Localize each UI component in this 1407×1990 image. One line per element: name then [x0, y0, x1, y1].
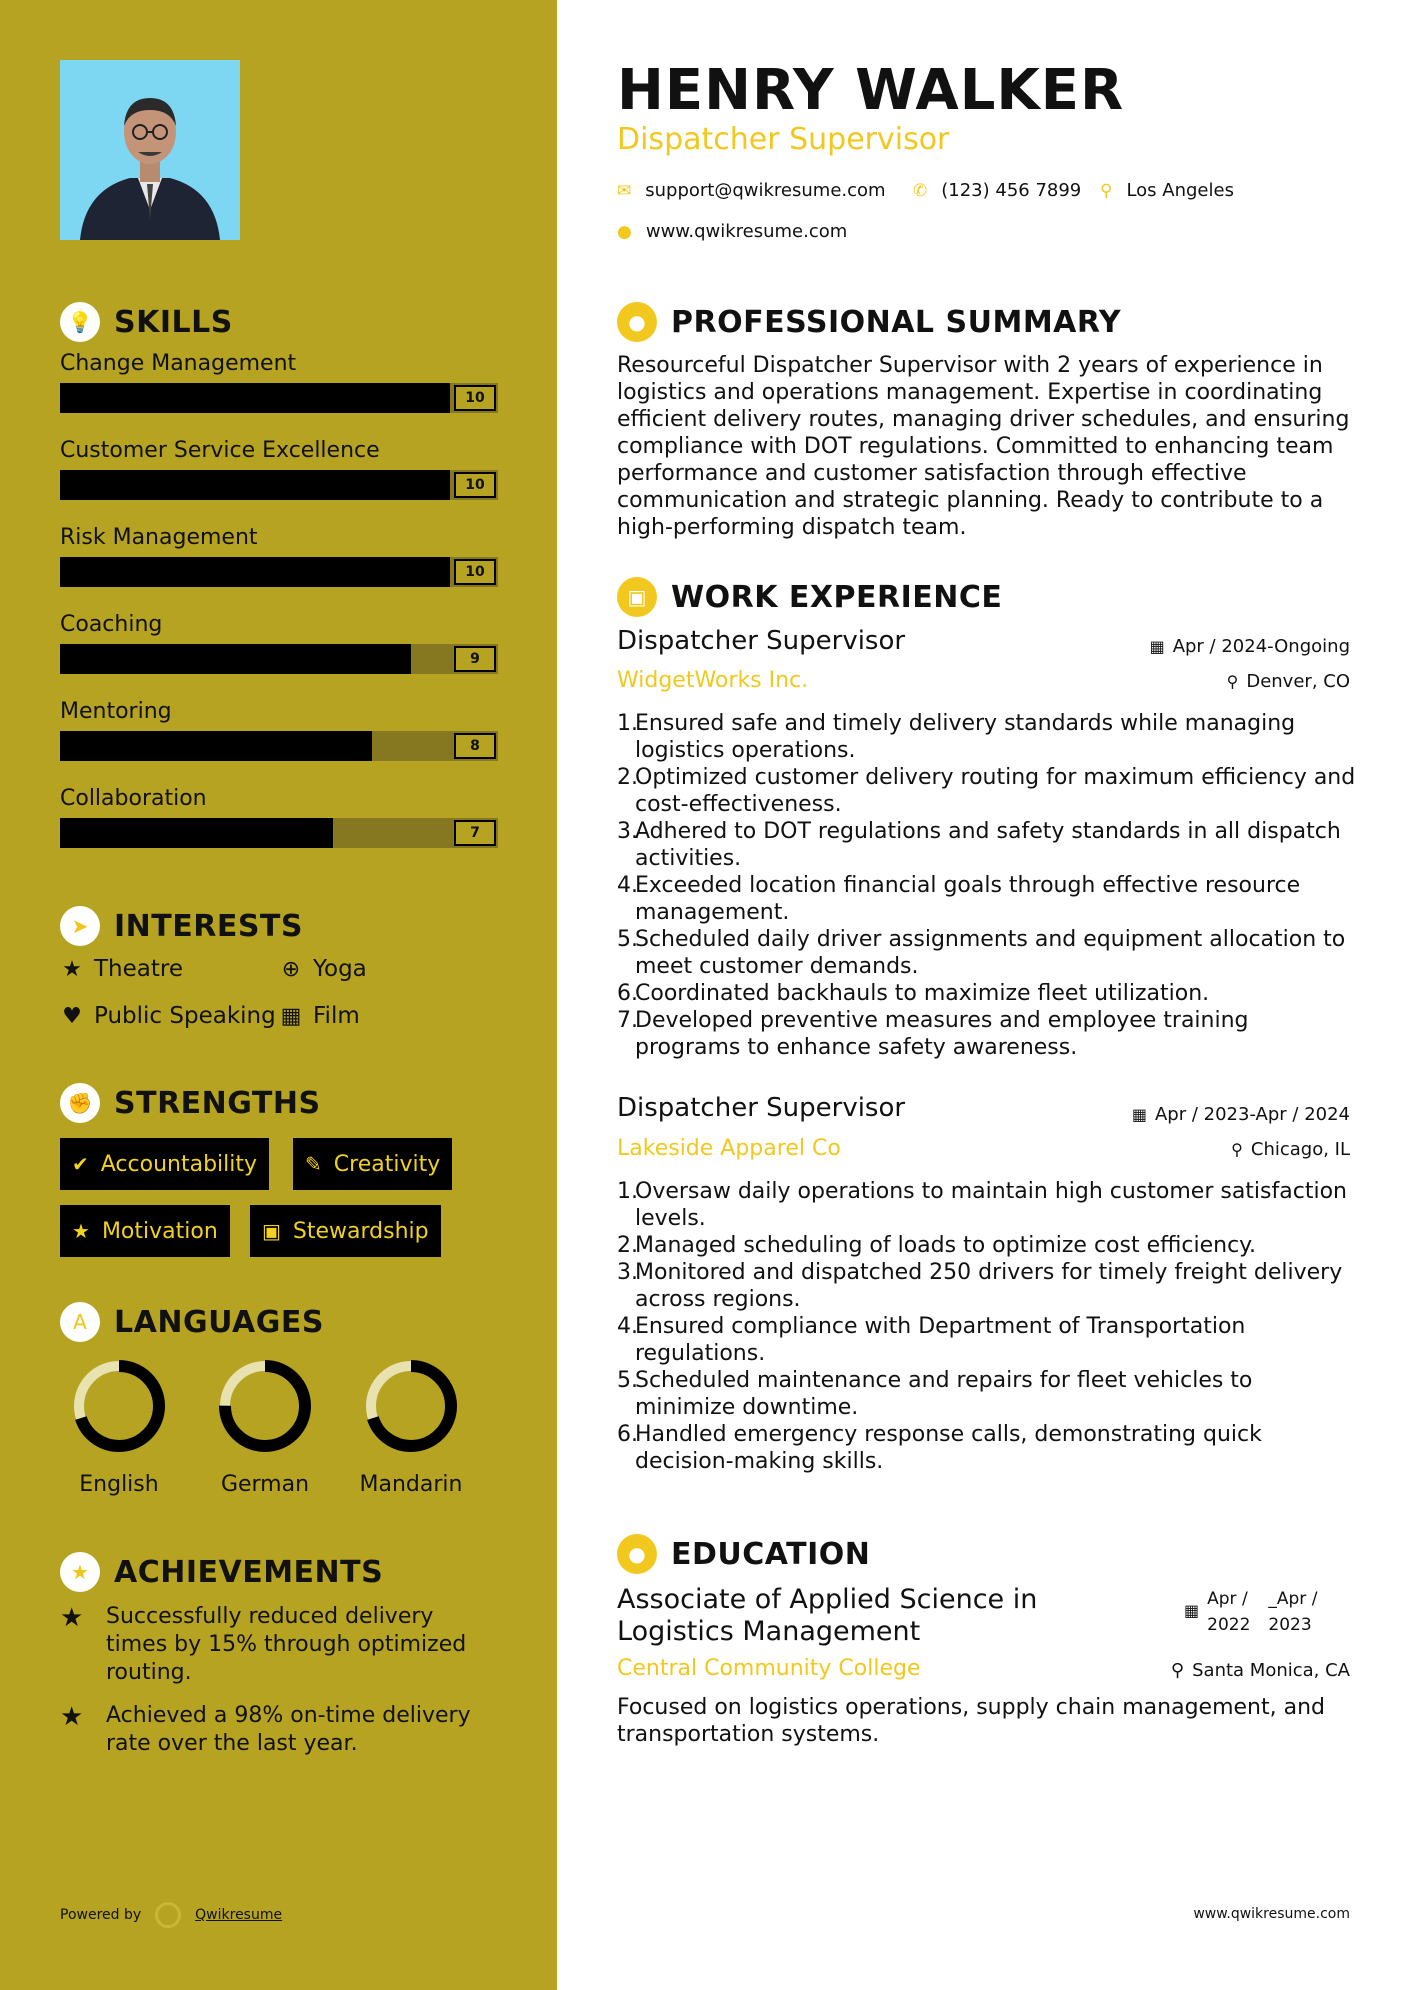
- fist-icon: ✊: [60, 1083, 100, 1123]
- job-location-text: Denver, CO: [1246, 671, 1350, 692]
- skill-bar: [60, 470, 498, 500]
- interest-label: Theatre: [94, 956, 183, 982]
- education-location: [1171, 1660, 1350, 1681]
- skill-label: Coaching: [60, 612, 163, 637]
- language-label: German: [220, 1472, 310, 1497]
- interest-label: Yoga: [313, 956, 367, 982]
- pin-icon: ⚲: [1226, 672, 1239, 691]
- skill-item: [60, 436, 498, 500]
- skill-item: [60, 349, 498, 413]
- edu-end-year: 2023: [1268, 1615, 1312, 1635]
- lightbulb-icon: 💡: [60, 302, 100, 342]
- qwikresume-logo-icon: [155, 1902, 181, 1928]
- skill-level: 7: [454, 820, 496, 846]
- list-item: 1. Ensured safe and timely delivery standards while managing logistics operations.: [617, 710, 1357, 764]
- contact-email[interactable]: [617, 180, 886, 201]
- strength-label: Creativity: [333, 1151, 441, 1177]
- translate-icon: A: [60, 1302, 100, 1342]
- skill-level: 9: [454, 646, 496, 672]
- skill-bar: [60, 383, 498, 413]
- list-item: 1. Oversaw daily operations to maintain high customer satisfaction levels.: [617, 1178, 1357, 1232]
- interest-item: [60, 956, 183, 982]
- list-item: 6. Coordinated backhauls to maximize fleet utilization.: [617, 981, 1210, 1006]
- list-item: 2. Managed scheduling of loads to optimize cost efficiency.: [617, 1233, 1257, 1258]
- lifebuoy-icon: ⊕: [281, 956, 301, 982]
- phone-icon: ✆: [913, 180, 928, 201]
- skills-heading: [60, 302, 233, 342]
- pin-icon: ⚲: [1231, 1140, 1243, 1159]
- language-item: [59, 1358, 179, 1497]
- contact-location: [1100, 180, 1234, 201]
- list-item: 3. Adhered to DOT regulations and safety standards in all dispatch activities.: [617, 818, 1357, 872]
- map-pin-icon: ⚲: [1100, 180, 1113, 201]
- calendar-icon: ▦: [1131, 1105, 1147, 1124]
- skill-fill: [60, 644, 411, 674]
- skill-label: Risk Management: [60, 525, 258, 550]
- languages-title: LANGUAGES: [114, 1304, 324, 1340]
- job-company: WidgetWorks Inc.: [617, 668, 809, 693]
- skill-fill: [60, 731, 372, 761]
- achievements-heading: [60, 1552, 383, 1592]
- skill-level: 8: [454, 733, 496, 759]
- bullet-text: Scheduled daily driver assignments and equipment allocation to meet customer demands.: [635, 927, 1346, 979]
- interest-item: [60, 1003, 276, 1029]
- star-icon: ★: [72, 1219, 90, 1243]
- skill-fill: [60, 818, 333, 848]
- film-icon: ▦: [280, 1003, 302, 1029]
- strength-chip: [60, 1138, 269, 1190]
- location-text: Los Angeles: [1126, 180, 1234, 201]
- skills-title: SKILLS: [114, 304, 233, 340]
- job-location-text: Chicago, IL: [1250, 1139, 1350, 1160]
- strength-chip: [250, 1205, 441, 1257]
- job-date-text: Apr / 2023-Apr / 2024: [1154, 1104, 1350, 1125]
- education-school: Central Community College: [617, 1656, 921, 1681]
- check-circle-icon: ✔: [72, 1152, 89, 1176]
- website-text: www.qwikresume.com: [645, 221, 848, 242]
- candidate-name: HENRY WALKER: [617, 58, 1125, 123]
- footer-url[interactable]: www.qwikresume.com: [1193, 1906, 1350, 1922]
- heartbeat-icon: ♥: [62, 1003, 82, 1029]
- shooting-star-icon: ★: [60, 1702, 84, 1732]
- list-item: 4. Ensured compliance with Department of Transportation regulations.: [617, 1313, 1357, 1367]
- briefcase-icon: ▣: [262, 1219, 281, 1243]
- strength-label: Stewardship: [292, 1218, 429, 1244]
- interests-title: INTERESTS: [114, 908, 303, 944]
- skill-label: Mentoring: [60, 699, 172, 724]
- user-icon: ●: [617, 302, 657, 342]
- candidate-role: Dispatcher Supervisor: [617, 122, 950, 157]
- education-degree: Associate of Applied Science in Logistics Management: [617, 1584, 1038, 1647]
- bullet-text: Ensured safe and timely delivery standards while managing logistics operations.: [635, 711, 1296, 763]
- job-title: Dispatcher Supervisor: [617, 626, 906, 656]
- skill-bar: [60, 818, 498, 848]
- star-icon: ★: [62, 956, 82, 982]
- language-label: Mandarin: [359, 1472, 463, 1497]
- paint-brush-icon: ✎: [305, 1152, 322, 1176]
- skill-bar: [60, 557, 498, 587]
- education-heading: [617, 1534, 870, 1574]
- email-text: support@qwikresume.com: [645, 180, 886, 201]
- list-item: 3. Monitored and dispatched 250 drivers for timely freight delivery across regions.: [617, 1259, 1357, 1313]
- bullet-text: Developed preventive measures and employee training programs to enhance safety awareness.: [635, 1008, 1249, 1060]
- bullet-text: Optimized customer delivery routing for maximum efficiency and cost-effectiveness.: [635, 765, 1356, 817]
- strength-chip: [293, 1138, 452, 1190]
- sidebar: [0, 0, 557, 1990]
- paper-plane-icon: ➤: [60, 906, 100, 946]
- skill-fill: [60, 470, 450, 500]
- calendar-icon: ▦: [1184, 1601, 1200, 1620]
- education-date: [1184, 1586, 1317, 1638]
- profile-photo: [60, 60, 240, 240]
- envelope-icon: ✉: [617, 180, 632, 201]
- skill-level: 10: [454, 472, 496, 498]
- bullet-text: Coordinated backhauls to maximize fleet utilization.: [635, 981, 1210, 1006]
- job-company: Lakeside Apparel Co: [617, 1136, 841, 1161]
- briefcase-icon: ▣: [617, 577, 657, 617]
- bullet-text: Oversaw daily operations to maintain high customer satisfaction levels.: [635, 1179, 1347, 1231]
- edu-start-year: 2022: [1207, 1615, 1251, 1635]
- skill-item: [60, 784, 498, 848]
- powered-by: [60, 1902, 282, 1928]
- list-item: 4. Exceeded location financial goals through effective resource management.: [617, 872, 1357, 926]
- language-item: [205, 1358, 325, 1497]
- strengths-title: STRENGTHS: [114, 1085, 321, 1121]
- list-item: 5. Scheduled maintenance and repairs for fleet vehicles to minimize downtime.: [617, 1367, 1357, 1421]
- bullet-text: Handled emergency response calls, demonstrating quick decision-making skills.: [635, 1422, 1262, 1474]
- list-item: 2. Optimized customer delivery routing for maximum efficiency and cost-effectiveness.: [617, 765, 1356, 817]
- achievement-text: Achieved a 98% on-time delivery rate over the last year.: [106, 1703, 471, 1756]
- bullet-text: Exceeded location financial goals through effective resource management.: [635, 873, 1301, 925]
- phone-text: (123) 456 7899: [941, 180, 1082, 201]
- strengths-heading: [60, 1083, 321, 1123]
- skill-fill: [60, 383, 450, 413]
- pin-icon: ⚲: [1170, 1660, 1185, 1681]
- graduate-icon: ●: [617, 1534, 657, 1574]
- job-location: [1231, 1139, 1350, 1160]
- achievement-item: [60, 1702, 500, 1758]
- calendar-icon: ▦: [1149, 637, 1165, 656]
- interest-item: [279, 956, 367, 982]
- strength-chip: [60, 1205, 230, 1257]
- language-item: [351, 1358, 471, 1497]
- bullet-text: Managed scheduling of loads to optimize cost efficiency.: [635, 1233, 1257, 1258]
- education-description: Focused on logistics operations, supply chain management, and transportation systems.: [617, 1695, 1325, 1747]
- experience-heading: [617, 577, 1002, 617]
- skill-level: 10: [454, 559, 496, 585]
- contact-website[interactable]: [617, 221, 847, 242]
- skill-level: 10: [454, 385, 496, 411]
- education-location-text: Santa Monica, CA: [1192, 1660, 1350, 1681]
- interest-label: Public Speaking: [94, 1003, 276, 1029]
- qwikresume-link[interactable]: Qwikresume: [195, 1907, 283, 1923]
- job-date: [1132, 1104, 1350, 1125]
- skill-label: Collaboration: [60, 786, 207, 811]
- bullet-text: Ensured compliance with Department of Transportation regulations.: [635, 1314, 1246, 1366]
- interest-label: Film: [313, 1003, 360, 1029]
- interest-item: [279, 1003, 360, 1029]
- bullet-text: Scheduled maintenance and repairs for fleet vehicles to minimize downtime.: [635, 1368, 1253, 1420]
- shooting-star-icon: ★: [60, 1603, 84, 1633]
- skill-bar: [60, 731, 498, 761]
- job-bullets: [617, 710, 1357, 1061]
- skill-label: Customer Service Excellence: [60, 438, 380, 463]
- summary-text: Resourceful Dispatcher Supervisor with 2 years of experience in logistics and operations management. Expertise in coordinating efficient delivery routes, managing driver schedules, and ensuring compliance with DOT regulations. Committed to enhancing team performance and customer satisfaction through effective communication and strategic planning. Ready to contribute to a high-performing dispatch team.: [617, 353, 1350, 540]
- job-date-text: Apr / 2024-Ongoing: [1172, 636, 1350, 657]
- list-item: 6. Handled emergency response calls, demonstrating quick decision-making skills.: [617, 1421, 1357, 1475]
- language-ring: [363, 1358, 459, 1454]
- experience-title: WORK EXPERIENCE: [671, 579, 1003, 615]
- languages-heading: [60, 1302, 324, 1342]
- skill-bar: [60, 644, 498, 674]
- bullet-text: Adhered to DOT regulations and safety standards in all dispatch activities.: [635, 819, 1341, 871]
- language-ring: [217, 1358, 313, 1454]
- edu-end-month: _Apr /: [1268, 1589, 1318, 1609]
- list-item: 7. Developed preventive measures and employee training programs to enhance safety awareness.: [617, 1007, 1357, 1061]
- summary-title: PROFESSIONAL SUMMARY: [671, 304, 1122, 340]
- interests-heading: [60, 906, 303, 946]
- skill-item: [60, 697, 498, 761]
- strength-label: Motivation: [101, 1218, 218, 1244]
- skill-fill: [60, 557, 450, 587]
- language-label: English: [79, 1472, 159, 1497]
- job-location: [1227, 671, 1350, 692]
- edu-start-month: Apr /: [1207, 1589, 1248, 1609]
- skill-item: [60, 610, 498, 674]
- skill-label: Change Management: [60, 351, 297, 376]
- job-title: Dispatcher Supervisor: [617, 1093, 906, 1123]
- skill-item: [60, 523, 498, 587]
- contact-phone[interactable]: [913, 180, 1081, 201]
- bullet-text: Monitored and dispatched 250 drivers for timely freight delivery across regions.: [635, 1260, 1343, 1312]
- education-title: EDUCATION: [671, 1536, 871, 1572]
- language-ring: [71, 1358, 167, 1454]
- job-bullets: [617, 1178, 1357, 1475]
- globe-icon: ●: [617, 221, 632, 242]
- main-content: [557, 0, 1407, 1990]
- summary-heading: [617, 302, 1121, 342]
- achievement-item: [60, 1603, 500, 1687]
- achievement-text: Successfully reduced delivery times by 15% through optimized routing.: [106, 1604, 467, 1685]
- job-date: [1150, 636, 1350, 657]
- strength-label: Accountability: [100, 1151, 258, 1177]
- powered-by-label: Powered by: [60, 1907, 142, 1923]
- achievements-title: ACHIEVEMENTS: [114, 1554, 384, 1590]
- list-item: 5. Scheduled daily driver assignments and equipment allocation to meet customer demands.: [617, 926, 1357, 980]
- star-badge-icon: ★: [60, 1552, 100, 1592]
